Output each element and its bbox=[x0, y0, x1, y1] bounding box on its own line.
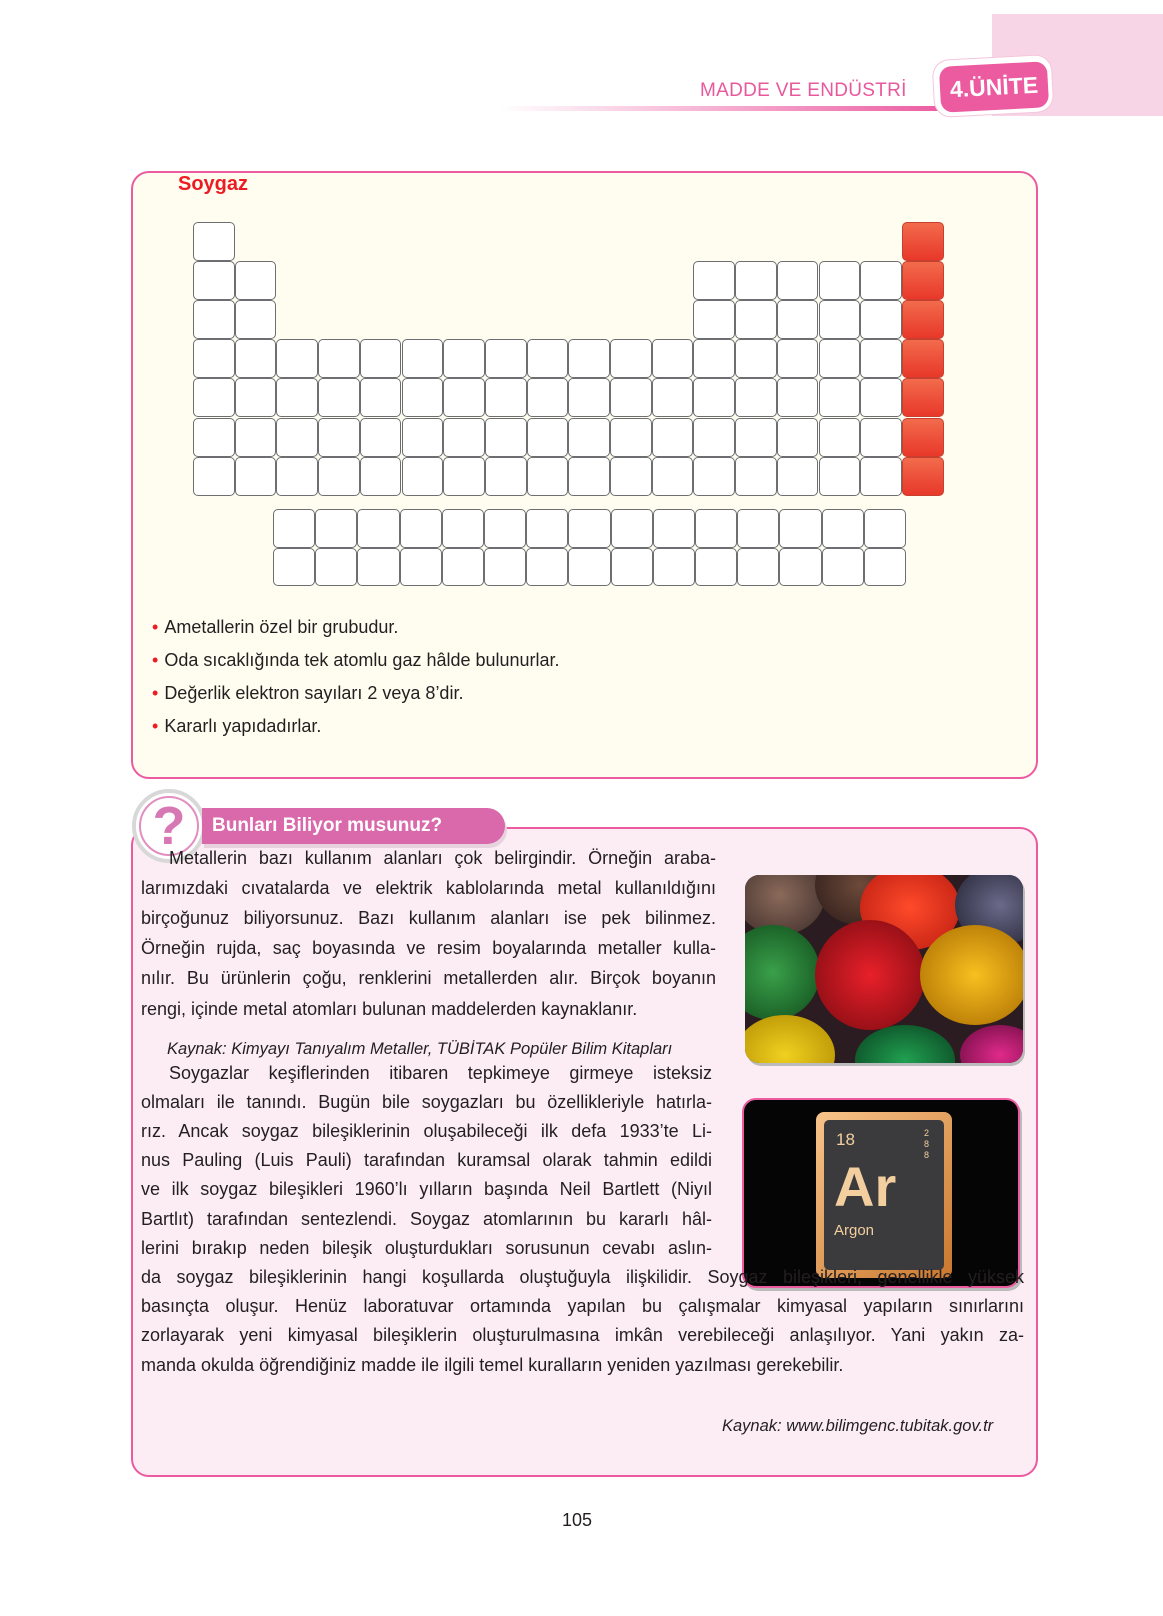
element-cell bbox=[860, 378, 902, 417]
bullet-text: Ametallerin özel bir grubudur. bbox=[164, 617, 399, 637]
element-cell bbox=[777, 261, 819, 300]
element-cell bbox=[693, 261, 735, 300]
element-cell bbox=[235, 457, 277, 496]
text-line: larımızdaki cıvatalarda ve elektrik kablolarında metal kullanıldığını bbox=[141, 878, 716, 899]
noble-gas-cell bbox=[902, 378, 944, 417]
shell: 8 bbox=[924, 1150, 930, 1160]
paint-jars-image bbox=[745, 875, 1023, 1063]
element-cell bbox=[610, 339, 652, 378]
element-cell bbox=[318, 418, 360, 457]
page-number: 105 bbox=[562, 1510, 593, 1530]
element-cell bbox=[777, 300, 819, 339]
bullet-text: Kararlı yapıdadırlar. bbox=[164, 716, 322, 736]
element-cell bbox=[737, 509, 779, 548]
argon-number: 18 bbox=[836, 1130, 855, 1149]
element-cell bbox=[693, 300, 735, 339]
element-cell bbox=[235, 378, 277, 417]
element-cell bbox=[526, 509, 568, 548]
element-cell bbox=[484, 548, 526, 587]
element-cell bbox=[485, 378, 527, 417]
source-1: Kaynak: Kimyayı Tanıyalım Metaller, TÜBİTAK Popüler Bilim Kitapları bbox=[167, 1040, 673, 1058]
element-cell bbox=[693, 418, 735, 457]
text-line: rengi, içinde metal atomları bulunan maddelerden kaynaklanır. bbox=[141, 998, 638, 1019]
element-cell bbox=[360, 418, 402, 457]
element-cell bbox=[485, 339, 527, 378]
text-line: nılır. Bu ürünlerin çoğu, renklerini metallerden alır. Birçok boyanın bbox=[141, 968, 716, 989]
element-cell bbox=[653, 509, 695, 548]
text-line: olmaları ile tanındı. Bugün bile soygazları bu özellikleriyle hatırla- bbox=[141, 1092, 712, 1113]
element-cell bbox=[235, 300, 277, 339]
shell: 8 bbox=[924, 1139, 930, 1149]
element-cell bbox=[568, 339, 610, 378]
shell: 2 bbox=[924, 1128, 930, 1138]
element-cell bbox=[193, 300, 235, 339]
element-cell bbox=[484, 509, 526, 548]
element-cell bbox=[527, 378, 569, 417]
element-cell bbox=[860, 261, 902, 300]
element-cell bbox=[485, 457, 527, 496]
element-cell bbox=[695, 509, 737, 548]
element-cell bbox=[693, 339, 735, 378]
element-cell bbox=[193, 378, 235, 417]
bullet-icon: • bbox=[152, 650, 159, 670]
element-cell bbox=[610, 418, 652, 457]
element-cell bbox=[193, 222, 235, 261]
element-cell bbox=[735, 339, 777, 378]
argon-shells bbox=[924, 1128, 929, 1161]
source-2: Kaynak: www.bilimgenc.tubitak.gov.tr bbox=[722, 1417, 994, 1435]
element-cell bbox=[652, 339, 694, 378]
element-cell bbox=[400, 548, 442, 587]
element-cell bbox=[611, 509, 653, 548]
element-cell bbox=[735, 457, 777, 496]
element-cell bbox=[318, 339, 360, 378]
element-cell bbox=[819, 457, 861, 496]
element-cell bbox=[860, 339, 902, 378]
element-cell bbox=[443, 418, 485, 457]
element-cell bbox=[235, 339, 277, 378]
element-cell bbox=[610, 457, 652, 496]
noble-gas-cell bbox=[902, 457, 944, 496]
text-line: zorlayarak yeni kimyasal bileşiklerin oluşturulmasına imkân verebileceği anlaşılıyor. Yani yakın za- bbox=[141, 1325, 1024, 1346]
element-cell bbox=[693, 378, 735, 417]
text-line: nus Pauling (Luis Pauli) tarafından kuramsal olarak tahmin edildi bbox=[141, 1150, 712, 1171]
noble-gas-cell bbox=[902, 339, 944, 378]
info-box-title: Bunları Biliyor musunuz? bbox=[202, 808, 505, 844]
element-cell bbox=[652, 418, 694, 457]
unit-badge: 4.ÜNİTE bbox=[939, 61, 1049, 113]
element-cell bbox=[819, 418, 861, 457]
bullet-text: Değerlik elektron sayıları 2 veya 8’dir. bbox=[164, 683, 464, 703]
element-cell bbox=[860, 418, 902, 457]
element-cell bbox=[819, 378, 861, 417]
element-cell bbox=[402, 457, 444, 496]
element-cell bbox=[822, 509, 864, 548]
element-cell bbox=[402, 378, 444, 417]
element-cell bbox=[402, 339, 444, 378]
element-cell bbox=[527, 457, 569, 496]
element-cell bbox=[193, 457, 235, 496]
question-mark-icon: ? bbox=[139, 796, 199, 856]
element-cell bbox=[527, 418, 569, 457]
element-cell bbox=[568, 509, 610, 548]
element-cell bbox=[652, 378, 694, 417]
element-cell bbox=[777, 457, 819, 496]
element-cell bbox=[822, 548, 864, 587]
element-cell bbox=[273, 509, 315, 548]
element-cell bbox=[777, 339, 819, 378]
element-cell bbox=[777, 418, 819, 457]
element-cell bbox=[695, 548, 737, 587]
element-cell bbox=[735, 261, 777, 300]
element-cell bbox=[443, 378, 485, 417]
text-line: lerini bırakıp neden bileşik oluşturdukları sorusunun cevabı aslın- bbox=[141, 1237, 712, 1258]
element-cell bbox=[485, 418, 527, 457]
element-cell bbox=[360, 457, 402, 496]
element-cell bbox=[318, 457, 360, 496]
bullet-icon: • bbox=[152, 716, 159, 736]
noble-gas-cell bbox=[902, 222, 944, 261]
element-cell bbox=[779, 548, 821, 587]
element-cell bbox=[357, 509, 399, 548]
element-cell bbox=[779, 509, 821, 548]
element-cell bbox=[652, 457, 694, 496]
element-cell bbox=[737, 548, 779, 587]
text-line: birçoğunuz biliyorsunuz. Bazı kullanım alanları ise pek bilinmez. bbox=[141, 908, 716, 929]
element-cell bbox=[360, 339, 402, 378]
element-cell bbox=[693, 457, 735, 496]
noble-gas-cell bbox=[902, 300, 944, 339]
text-line: basınçta oluşur. Henüz laboratuvar ortamında yapılan bu çalışmalar kimyasal yapıların sınırlarını bbox=[141, 1296, 1024, 1317]
text-line: rız. Ancak soygaz bileşiklerinin oluşabileceği ilk defa 1933’te Li- bbox=[141, 1121, 712, 1142]
bullet-item bbox=[152, 716, 321, 737]
noble-gas-cell bbox=[902, 261, 944, 300]
element-cell bbox=[235, 418, 277, 457]
element-cell bbox=[443, 457, 485, 496]
element-cell bbox=[819, 339, 861, 378]
element-cell bbox=[318, 378, 360, 417]
element-cell bbox=[193, 339, 235, 378]
text-line: da soygaz bileşiklerinin hangi koşullarda oluştuğuyla ilişkilidir. Soygaz bileşikleri, genellikle yüksek bbox=[141, 1267, 1024, 1287]
element-cell bbox=[442, 548, 484, 587]
element-cell bbox=[442, 509, 484, 548]
bullet-item bbox=[152, 650, 560, 671]
bullet-icon: • bbox=[152, 683, 159, 703]
bullet-icon: • bbox=[152, 617, 159, 637]
element-cell bbox=[402, 418, 444, 457]
element-cell bbox=[610, 378, 652, 417]
element-cell bbox=[400, 509, 442, 548]
element-cell bbox=[860, 300, 902, 339]
element-cell bbox=[526, 548, 568, 587]
element-cell bbox=[276, 378, 318, 417]
text-line: Bartlıt) tarafından sentezlendi. Soygaz atomlarının bu kararlı hâl- bbox=[141, 1208, 712, 1229]
element-cell bbox=[235, 261, 277, 300]
element-cell bbox=[360, 378, 402, 417]
element-cell bbox=[819, 300, 861, 339]
element-cell bbox=[735, 418, 777, 457]
text-line: Örneğin rujda, saç boyasında ve resim boyalarında metaller kulla- bbox=[141, 938, 716, 959]
text-line: Metallerin bazı kullanım alanları çok belirgindir. Örneğin araba- bbox=[169, 848, 716, 868]
element-cell bbox=[653, 548, 695, 587]
argon-symbol: Ar bbox=[834, 1155, 897, 1218]
argon-tile-face bbox=[824, 1120, 944, 1270]
noble-gas-cell bbox=[902, 418, 944, 457]
element-cell bbox=[315, 548, 357, 587]
element-cell bbox=[777, 378, 819, 417]
element-cell bbox=[443, 339, 485, 378]
element-cell bbox=[276, 339, 318, 378]
bullet-text: Oda sıcaklığında tek atomlu gaz hâlde bulunurlar. bbox=[164, 650, 560, 670]
element-cell bbox=[860, 457, 902, 496]
unit-title: MADDE VE ENDÜSTRİ bbox=[700, 80, 907, 101]
argon-name: Argon bbox=[834, 1222, 875, 1239]
element-cell bbox=[735, 378, 777, 417]
element-cell bbox=[193, 261, 235, 300]
element-cell bbox=[276, 418, 318, 457]
element-cell bbox=[819, 261, 861, 300]
noble-gas-title: Soygaz bbox=[178, 173, 249, 195]
element-cell bbox=[527, 339, 569, 378]
element-cell bbox=[735, 300, 777, 339]
text-line: Soygazlar keşiflerinden itibaren tepkimeye girmeye isteksiz bbox=[169, 1063, 712, 1083]
element-cell bbox=[357, 548, 399, 587]
element-cell bbox=[864, 548, 906, 587]
element-cell bbox=[276, 457, 318, 496]
element-cell bbox=[315, 509, 357, 548]
argon-element-image bbox=[742, 1098, 1020, 1288]
bullet-item bbox=[152, 683, 463, 704]
text-line: ve ilk soygaz bileşikleri 1960’lı yılların başında Neil Bartlett (Niyıl bbox=[141, 1179, 712, 1200]
element-cell bbox=[611, 548, 653, 587]
element-cell bbox=[568, 548, 610, 587]
element-cell bbox=[864, 509, 906, 548]
element-cell bbox=[568, 378, 610, 417]
element-cell bbox=[568, 457, 610, 496]
text-line: manda okulda öğrendiğiniz madde ile ilgili temel kuralların yeniden yazılması gerekebilir. bbox=[141, 1354, 844, 1375]
bullet-item bbox=[152, 617, 398, 638]
element-cell bbox=[193, 418, 235, 457]
element-cell bbox=[568, 418, 610, 457]
header-line bbox=[500, 106, 950, 111]
element-cell bbox=[273, 548, 315, 587]
